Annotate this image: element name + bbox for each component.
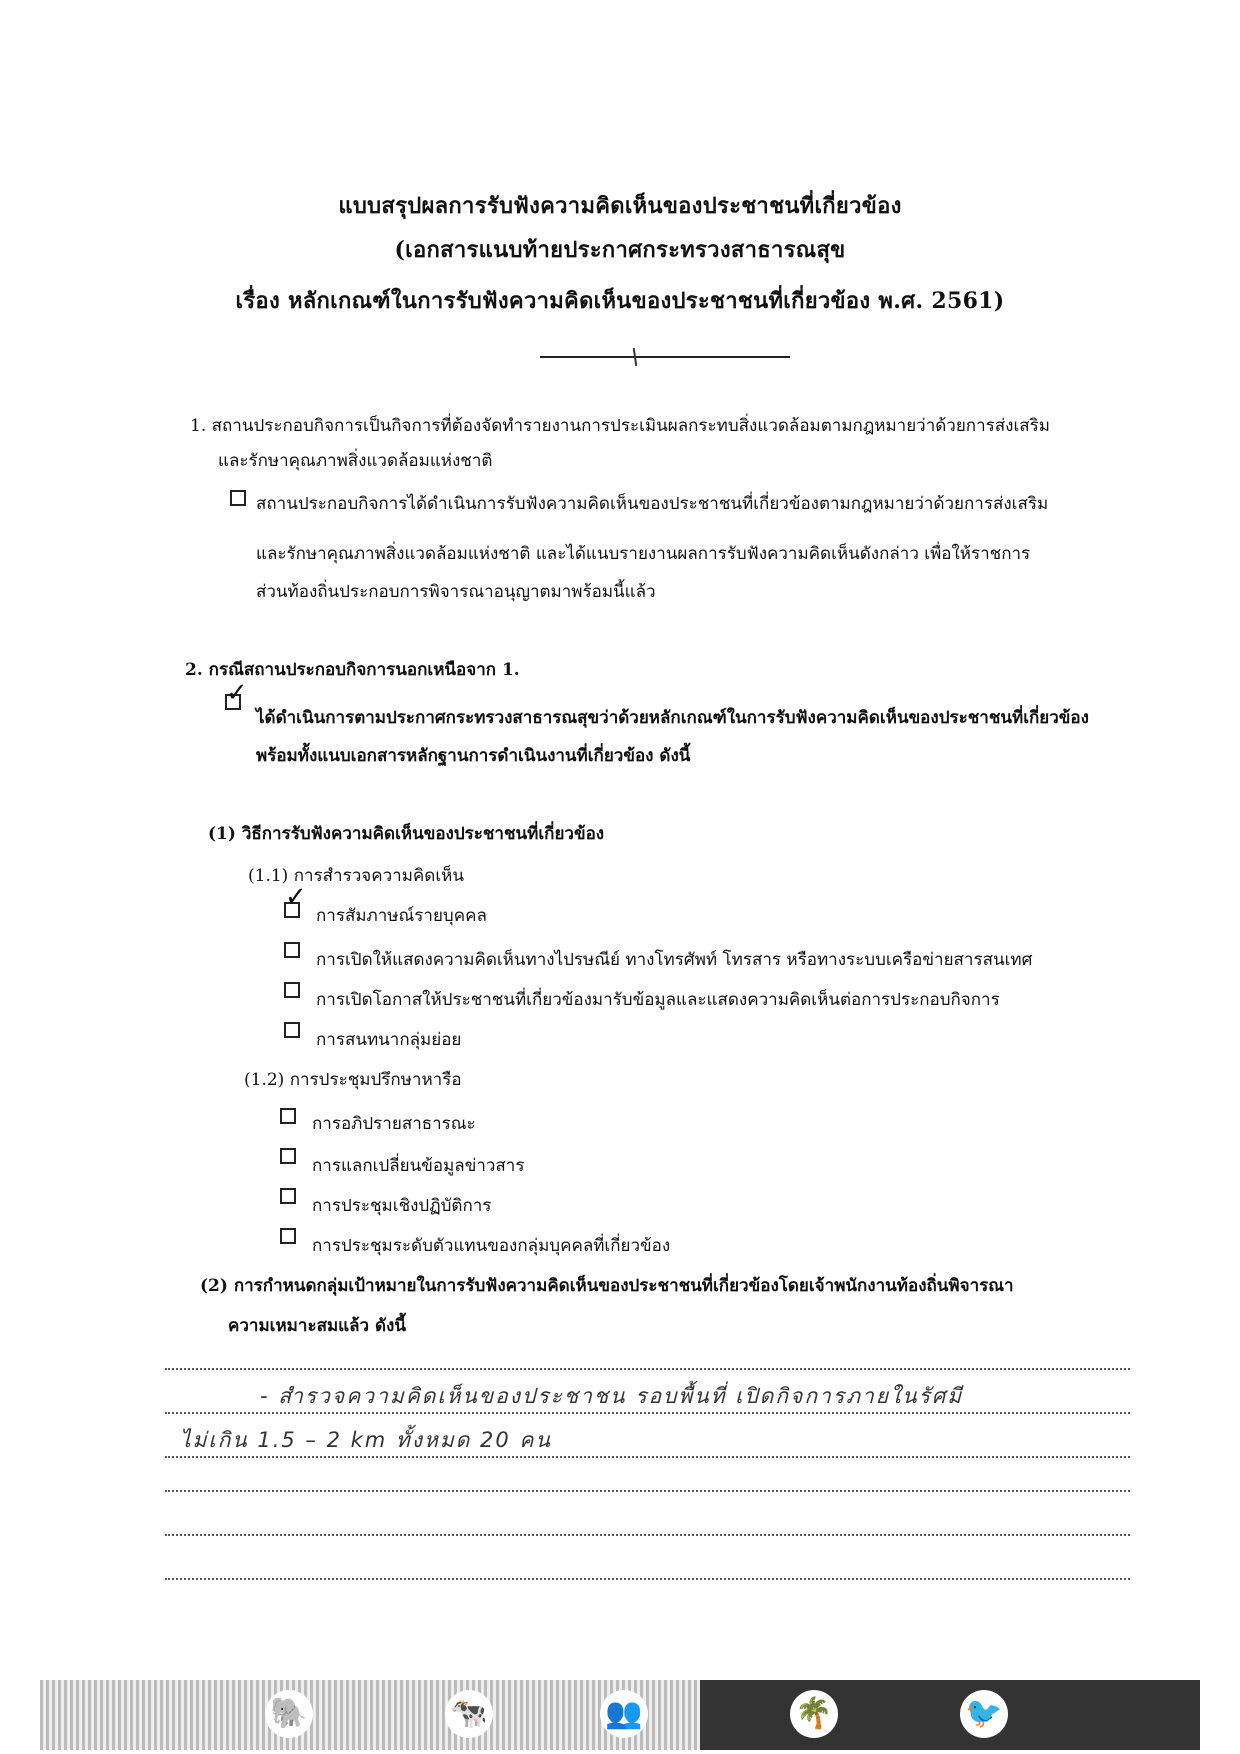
palm-tree-icon: 🌴: [790, 1690, 838, 1738]
elephant-icon: 🐘: [265, 1690, 313, 1738]
meeting-checkbox-info-exchange[interactable]: [280, 1148, 296, 1164]
survey-item-focus-group: การสนทนากลุ่มย่อย: [316, 1030, 462, 1050]
section1-option-line1: สถานประกอบกิจการได้ดำเนินการรับฟังความคิดเห็นของประชาชนที่เกี่ยวข้องตามกฎหมายว่าด้วยการส่งเสริม: [256, 494, 1049, 514]
answer-line-1: [165, 1368, 1130, 1370]
meeting-item-representatives: การประชุมระดับตัวแทนของกลุ่มบุคคลที่เกี่ยวข้อง: [312, 1236, 671, 1256]
handwritten-answer-line2: ไม่เกิน 1.5 – 2 km ทั้งหมด 20 คน: [180, 1428, 552, 1452]
answer-line-2: [165, 1412, 1130, 1414]
target-line1: (2) การกำหนดกลุ่มเป้าหมายในการรับฟังความคิดเห็นของประชาชนที่เกี่ยวข้องโดยเจ้าพนักงานท้องถิ่นพิจารณา: [200, 1276, 1014, 1296]
section2-heading: 2. กรณีสถานประกอบกิจการนอกเหนือจาก 1.: [185, 660, 520, 680]
survey-item-interview: การสัมภาษณ์รายบุคคล: [316, 906, 487, 926]
survey-item-channels: การเปิดให้แสดงความคิดเห็นทางไปรษณีย์ ทางโทรศัพท์ โทรสาร หรือทางระบบเครือข่ายสารสนเทศ: [316, 950, 1033, 970]
section1-option-line2: และรักษาคุณภาพสิ่งแวดล้อมแห่งชาติ และได้แนบรายงานผลการรับฟังความคิดเห็นดังกล่าว เพื่อให้ราชการ: [256, 544, 1031, 564]
section2-option-line1: ได้ดำเนินการตามประกาศกระทรวงสาธารณสุขว่าด้วยหลักเกณฑ์ในการรับฟังความคิดเห็นของประชาชนที่เกี่ยวข้อง: [256, 708, 1089, 728]
meeting-checkbox-public-debate[interactable]: [280, 1108, 296, 1124]
section1-option-line3: ส่วนท้องถิ่นประกอบการพิจารณาอนุญาตมาพร้อมนี้แล้ว: [256, 582, 656, 602]
answer-line-5: [165, 1534, 1130, 1536]
answer-line-3: [165, 1456, 1130, 1458]
document-title-line3: เรื่อง หลักเกณฑ์ในการรับฟังความคิดเห็นของประชาชนที่เกี่ยวข้อง พ.ศ. 2561): [235, 288, 1005, 314]
section1-line1: 1. สถานประกอบกิจการเป็นกิจการที่ต้องจัดทำรายงานการประเมินผลกระทบสิ่งแวดล้อมตามกฎหมายว่าด้วยการส่งเสริม: [190, 416, 1050, 436]
target-line2: ความเหมาะสมแล้ว ดังนี้: [228, 1316, 406, 1336]
survey-checkbox-open-info[interactable]: [284, 982, 300, 998]
survey-item-open-info: การเปิดโอกาสให้ประชาชนที่เกี่ยวข้องมารับข้อมูลและแสดงความคิดเห็นต่อการประกอบกิจการ: [316, 990, 1000, 1010]
survey-heading: (1.1) การสำรวจความคิดเห็น: [248, 866, 464, 886]
section2-option-line2: พร้อมทั้งแนบเอกสารหลักฐานการดำเนินงานที่เกี่ยวข้อง ดังนี้: [256, 746, 691, 766]
handwritten-answer-line1: - สำรวจความคิดเห็นของประชาชน รอบพื้นที่ เปิดกิจการภายในรัศมี: [260, 1384, 964, 1408]
meeting-item-info-exchange: การแลกเปลี่ยนข้อมูลข่าวสาร: [312, 1156, 525, 1176]
meeting-checkbox-workshop[interactable]: [280, 1188, 296, 1204]
meeting-heading: (1.2) การประชุมปรึกษาหารือ: [244, 1070, 462, 1090]
answer-line-4: [165, 1490, 1130, 1492]
methods-heading: (1) วิธีการรับฟังความคิดเห็นของประชาชนที่เกี่ยวข้อง: [208, 824, 605, 844]
people-icon: 👥: [600, 1690, 648, 1738]
document-title-line2: (เอกสารแนบท้ายประกาศกระทรวงสาธารณสุข: [394, 237, 846, 263]
document-title-line1: แบบสรุปผลการรับฟังความคิดเห็นของประชาชนที่เกี่ยวข้อง: [338, 193, 902, 219]
section1-checkbox[interactable]: [230, 490, 246, 506]
survey-checkbox-focus-group[interactable]: [284, 1022, 300, 1038]
meeting-checkbox-representatives[interactable]: [280, 1228, 296, 1244]
section1-line2: และรักษาคุณภาพสิ่งแวดล้อมแห่งชาติ: [218, 451, 493, 471]
survey-checkbox-channels[interactable]: [284, 942, 300, 958]
meeting-item-workshop: การประชุมเชิงปฏิบัติการ: [312, 1196, 492, 1216]
check-mark-icon: ✓: [285, 882, 307, 912]
cow-icon: 🐄: [445, 1690, 493, 1738]
answer-line-6: [165, 1578, 1130, 1580]
title-divider: [540, 356, 790, 358]
footer-band-dark: [700, 1680, 1200, 1750]
check-mark-icon: ✓: [226, 678, 248, 708]
bird-icon: 🐦: [960, 1690, 1008, 1738]
meeting-item-public-debate: การอภิปรายสาธารณะ: [312, 1114, 476, 1134]
